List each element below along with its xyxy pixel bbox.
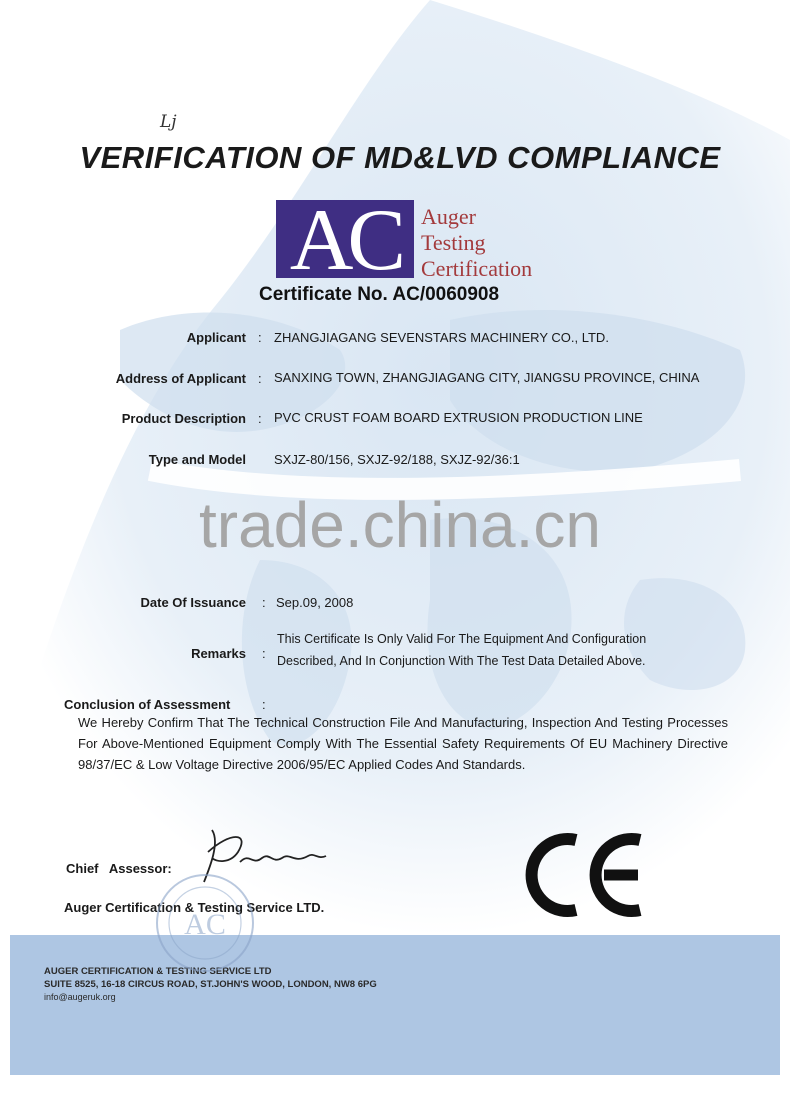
conclusion-label: Conclusion of Assessment — [64, 697, 231, 712]
issuer-name: Auger Certification & Testing Service LTD. — [64, 900, 325, 915]
footer-email: info@augeruk.org — [44, 992, 116, 1002]
colon: : — [262, 697, 266, 712]
certificate-number: Certificate No. AC/0060908 — [259, 284, 500, 305]
date-label: Date Of Issuance — [140, 595, 246, 610]
seal-stamp — [150, 868, 260, 978]
colon: : — [258, 371, 262, 386]
date-value: Sep.09, 2008 — [276, 595, 354, 610]
ce-mark-text — [560, 860, 561, 861]
assessor-label: Chief Assessor: — [66, 861, 172, 876]
logo-word-certification: Certification — [421, 256, 533, 281]
svg-text:AC: AC — [184, 908, 226, 941]
product-label: Product Description — [121, 411, 246, 426]
address-label: Address of Applicant — [115, 371, 246, 386]
ce-mark-icon — [520, 830, 650, 920]
ac-logo: AC — [276, 200, 414, 278]
remarks-label: Remarks — [191, 646, 246, 661]
footer-address: SUITE 8525, 16-18 CIRCUS ROAD, ST.JOHN'S WOOD, LONDON, NW8 6PG — [44, 979, 377, 990]
colon: : — [258, 330, 262, 345]
document-title: VERIFICATION OF MD&LVD COMPLIANCE — [79, 140, 721, 175]
applicant-value: ZHANGJIAGANG SEVENSTARS MACHINERY CO., LTD. — [274, 330, 609, 345]
logo-word-testing: Testing — [421, 230, 486, 255]
address-value: SANXING TOWN, ZHANGJIAGANG CITY, JIANGSU PROVINCE, CHINA — [274, 370, 700, 385]
colon: : — [262, 595, 266, 610]
product-value: PVC CRUST FOAM BOARD EXTRUSION PRODUCTION LINE — [274, 410, 643, 425]
conclusion-text: We Hereby Confirm That The Technical Construction File And Manufacturing, Inspection And Testing Processes For Above-Mentioned Equipment Comply With The Essential Safety Requirements Of EU Machinery Directive 98/37/EC & Low Voltage Directive 2006/95/EC Applied Codes And Standards. — [78, 715, 728, 772]
applicant-label: Applicant — [186, 330, 246, 345]
colon: : — [262, 646, 266, 661]
type-model-label: Type and Model — [148, 452, 246, 467]
logo-word-auger: Auger — [421, 204, 476, 229]
footer-band — [10, 935, 780, 1075]
remarks-line-2: Described, And In Conjunction With The Test Data Detailed Above. — [277, 654, 646, 668]
remarks-line-1: This Certificate Is Only Valid For The Equipment And Configuration — [277, 632, 647, 646]
colon: : — [258, 411, 262, 426]
handwritten-mark: Lj — [160, 112, 177, 132]
watermark: trade.china.cn — [198, 489, 602, 561]
type-model-value: SXJZ-80/156, SXJZ-92/188, SXJZ-92/36:1 — [274, 452, 520, 467]
footer-company: AUGER CERTIFICATION & TESTING SERVICE LTD — [44, 966, 272, 977]
